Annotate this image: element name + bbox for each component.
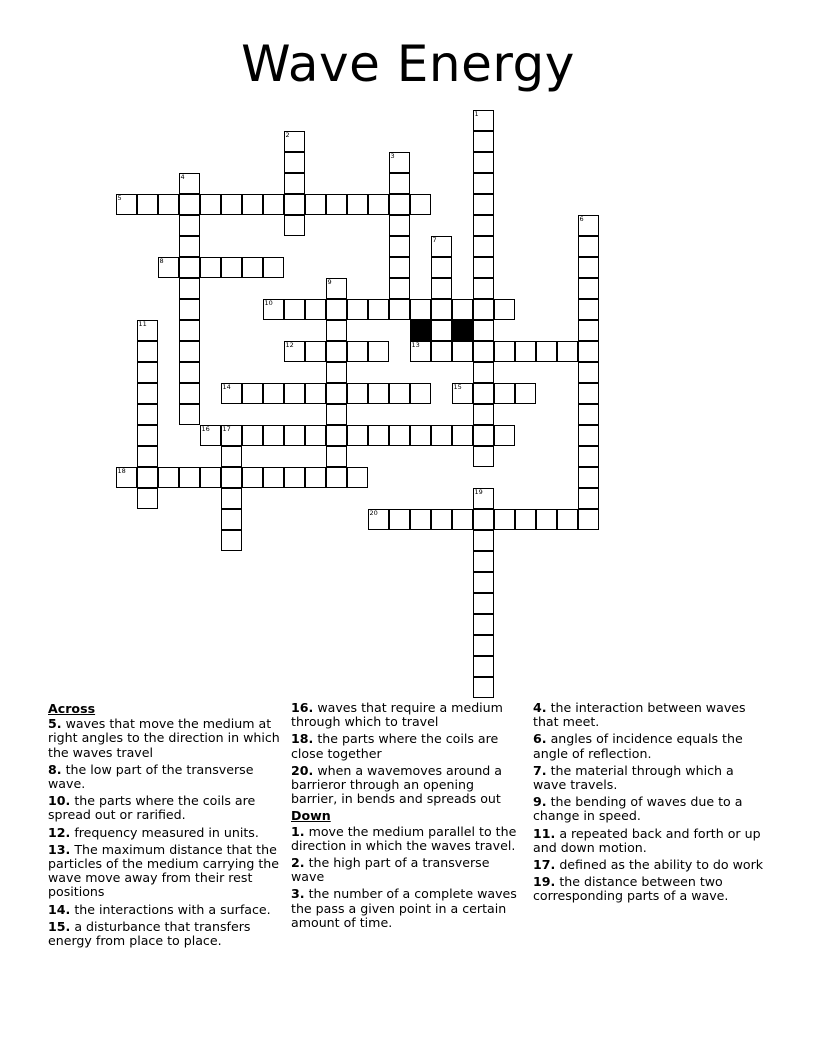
down-clue [291, 887, 523, 930]
grid-cell[interactable] [410, 509, 431, 530]
grid-cell[interactable] [473, 530, 494, 551]
clue-label: 15. [48, 918, 71, 934]
grid-cell[interactable] [452, 383, 473, 404]
down-clue-list [291, 825, 523, 930]
grid-cell[interactable] [347, 467, 368, 488]
clue-number: 15 [453, 382, 462, 391]
grid-cell[interactable] [473, 383, 494, 404]
grid-cell[interactable] [137, 194, 158, 215]
clue-number: 18 [117, 466, 126, 475]
grid-cell[interactable] [242, 425, 263, 446]
grid-cell[interactable] [578, 509, 599, 530]
grid-cell[interactable] [473, 488, 494, 509]
grid-cell[interactable] [473, 614, 494, 635]
grid-cell[interactable] [158, 194, 179, 215]
grid-cell[interactable] [578, 215, 599, 236]
grid-cell[interactable] [368, 425, 389, 446]
grid-cell[interactable] [368, 383, 389, 404]
grid-cell[interactable] [284, 425, 305, 446]
grid-cell[interactable] [473, 173, 494, 194]
black-cell [452, 320, 473, 341]
grid-cell[interactable] [473, 341, 494, 362]
across-clue [291, 732, 523, 760]
clue-label: 6. [533, 731, 547, 747]
clue-number: 6 [579, 214, 584, 223]
grid-cell[interactable] [221, 530, 242, 551]
grid-cell[interactable] [284, 341, 305, 362]
clue-label: 9. [533, 794, 547, 810]
grid-cell[interactable] [137, 383, 158, 404]
grid-cell[interactable] [578, 467, 599, 488]
clue-column-1 [48, 701, 280, 951]
grid-cell[interactable] [200, 194, 221, 215]
grid-cell[interactable] [431, 257, 452, 278]
grid-cell[interactable] [410, 425, 431, 446]
grid-cell[interactable] [431, 341, 452, 362]
across-clue [48, 717, 280, 760]
grid-cell[interactable] [473, 152, 494, 173]
grid-cell[interactable] [557, 509, 578, 530]
grid-cell[interactable] [557, 341, 578, 362]
grid-cell[interactable] [347, 425, 368, 446]
grid-cell[interactable] [473, 509, 494, 530]
clue-label: 8. [48, 761, 62, 777]
across-clue [291, 764, 523, 807]
grid-cell[interactable] [578, 425, 599, 446]
clue-text: the number of a complete waves the pass a given point in a certain amount of time. [291, 886, 517, 930]
grid-cell[interactable] [410, 299, 431, 320]
grid-cell[interactable] [473, 425, 494, 446]
grid-cell[interactable] [389, 194, 410, 215]
grid-cell[interactable] [578, 341, 599, 362]
grid-cell[interactable] [179, 194, 200, 215]
clue-text: the material through which a wave travels. [533, 762, 734, 793]
grid-cell[interactable] [326, 404, 347, 425]
grid-cell[interactable] [242, 257, 263, 278]
clue-text: the interaction between waves that meet. [533, 700, 746, 730]
grid-cell[interactable] [305, 467, 326, 488]
grid-cell[interactable] [431, 236, 452, 257]
grid-cell[interactable] [221, 383, 242, 404]
grid-cell[interactable] [578, 488, 599, 509]
clue-text: The maximum distance that the particles of the medium carrying the wave move away from their rest positions [48, 841, 280, 900]
grid-cell[interactable] [431, 278, 452, 299]
grid-cell[interactable] [158, 257, 179, 278]
grid-cell[interactable] [326, 299, 347, 320]
clue-number: 10 [264, 298, 273, 307]
grid-cell[interactable] [179, 467, 200, 488]
grid-cell[interactable] [137, 425, 158, 446]
grid-cell[interactable] [305, 383, 326, 404]
grid-cell[interactable] [536, 341, 557, 362]
across-clue [48, 763, 280, 791]
clue-number: 8 [159, 256, 164, 265]
grid-cell[interactable] [158, 467, 179, 488]
down-clue [533, 827, 765, 855]
grid-cell[interactable] [368, 509, 389, 530]
grid-cell[interactable] [305, 299, 326, 320]
grid-cell[interactable] [326, 278, 347, 299]
grid-cell[interactable] [389, 425, 410, 446]
grid-cell[interactable] [389, 257, 410, 278]
grid-cell[interactable] [137, 488, 158, 509]
down-clue [533, 858, 765, 872]
grid-cell[interactable] [431, 509, 452, 530]
grid-cell[interactable] [473, 278, 494, 299]
grid-cell[interactable] [431, 299, 452, 320]
grid-cell[interactable] [221, 467, 242, 488]
grid-cell[interactable] [410, 383, 431, 404]
grid-cell[interactable] [536, 509, 557, 530]
clue-text: a repeated back and forth or up and down motion. [533, 825, 761, 855]
grid-cell[interactable] [179, 404, 200, 425]
across-clue-list [48, 717, 280, 948]
grid-cell[interactable] [431, 320, 452, 341]
grid-cell[interactable] [578, 320, 599, 341]
clue-number: 16 [201, 424, 210, 433]
grid-cell[interactable] [578, 362, 599, 383]
grid-cell[interactable] [179, 236, 200, 257]
clue-text: move the medium parallel to the direction in which the waves travel. [291, 823, 517, 853]
clue-label: 11. [533, 825, 556, 841]
grid-cell[interactable] [284, 215, 305, 236]
clue-label: 20. [291, 762, 314, 778]
clue-label: 13. [48, 841, 71, 857]
down-clue [291, 825, 523, 853]
grid-cell[interactable] [473, 446, 494, 467]
clue-number: 4 [180, 172, 185, 181]
clue-label: 12. [48, 824, 71, 840]
grid-cell[interactable] [242, 467, 263, 488]
grid-cell[interactable] [578, 404, 599, 425]
grid-cell[interactable] [179, 383, 200, 404]
clue-label: 10. [48, 793, 71, 809]
clue-label: 5. [48, 716, 62, 732]
clue-text: waves that require a medium through which to travel [291, 700, 503, 730]
grid-cell[interactable] [263, 257, 284, 278]
grid-cell[interactable] [473, 551, 494, 572]
grid-cell[interactable] [221, 509, 242, 530]
grid-cell[interactable] [473, 572, 494, 593]
grid-cell[interactable] [263, 383, 284, 404]
grid-cell[interactable] [473, 362, 494, 383]
grid-cell[interactable] [368, 341, 389, 362]
grid-cell[interactable] [368, 299, 389, 320]
down-clue [533, 701, 765, 729]
grid-cell[interactable] [473, 257, 494, 278]
grid-cell[interactable] [137, 404, 158, 425]
grid-cell[interactable] [284, 299, 305, 320]
down-clue [533, 732, 765, 760]
grid-cell[interactable] [179, 215, 200, 236]
grid-cell[interactable] [473, 656, 494, 677]
clue-text: the parts where the coils are close together [291, 731, 499, 761]
grid-cell[interactable] [452, 509, 473, 530]
grid-cell[interactable] [326, 320, 347, 341]
grid-cell[interactable] [389, 152, 410, 173]
clue-number: 11 [138, 319, 147, 328]
grid-cell[interactable] [494, 341, 515, 362]
grid-cell[interactable] [473, 215, 494, 236]
clue-number: 14 [222, 382, 231, 391]
grid-cell[interactable] [137, 341, 158, 362]
grid-cell[interactable] [137, 467, 158, 488]
grid-cell[interactable] [221, 257, 242, 278]
clue-label: 7. [533, 762, 547, 778]
clue-number: 20 [369, 508, 378, 517]
clue-label: 18. [291, 731, 314, 747]
grid-cell[interactable] [326, 341, 347, 362]
clue-column-3 [533, 701, 765, 907]
clue-text: the high part of a transverse wave [291, 855, 490, 885]
down-clue-list-continued [533, 701, 765, 904]
clue-label: 16. [291, 700, 314, 715]
grid-cell[interactable] [200, 257, 221, 278]
grid-cell[interactable] [410, 194, 431, 215]
grid-cell[interactable] [578, 446, 599, 467]
grid-cell[interactable] [515, 341, 536, 362]
grid-cell[interactable] [263, 425, 284, 446]
grid-cell[interactable] [578, 236, 599, 257]
grid-cell[interactable] [494, 299, 515, 320]
grid-cell[interactable] [179, 299, 200, 320]
grid-cell[interactable] [347, 383, 368, 404]
grid-cell[interactable] [473, 194, 494, 215]
clue-text: defined as the ability to do work [555, 857, 764, 873]
grid-cell[interactable] [452, 299, 473, 320]
grid-cell[interactable] [242, 194, 263, 215]
grid-cell[interactable] [473, 236, 494, 257]
grid-cell[interactable] [515, 509, 536, 530]
grid-cell[interactable] [494, 383, 515, 404]
grid-cell[interactable] [137, 362, 158, 383]
grid-cell[interactable] [284, 173, 305, 194]
grid-cell[interactable] [179, 173, 200, 194]
grid-cell[interactable] [284, 131, 305, 152]
grid-cell[interactable] [473, 677, 494, 698]
grid-cell[interactable] [326, 446, 347, 467]
grid-cell[interactable] [284, 194, 305, 215]
grid-cell[interactable] [452, 425, 473, 446]
across-clue [48, 794, 280, 822]
grid-cell[interactable] [389, 173, 410, 194]
grid-cell[interactable] [179, 257, 200, 278]
grid-cell[interactable] [389, 215, 410, 236]
grid-cell[interactable] [452, 341, 473, 362]
grid-cell[interactable] [305, 425, 326, 446]
grid-cell[interactable] [389, 236, 410, 257]
grid-cell[interactable] [179, 320, 200, 341]
clue-label: 3. [291, 886, 305, 902]
grid-cell[interactable] [179, 362, 200, 383]
grid-cell[interactable] [200, 467, 221, 488]
clue-column-2 [291, 701, 523, 933]
grid-cell[interactable] [221, 425, 242, 446]
grid-cell[interactable] [473, 404, 494, 425]
grid-cell[interactable] [221, 194, 242, 215]
grid-cell[interactable] [284, 152, 305, 173]
clue-text: the distance between two corresponding parts of a wave. [533, 874, 729, 904]
grid-cell[interactable] [347, 341, 368, 362]
grid-cell[interactable] [389, 509, 410, 530]
clue-number: 1 [474, 109, 479, 118]
across-clue [48, 903, 280, 917]
grid-cell[interactable] [326, 383, 347, 404]
across-clue-list-continued [291, 701, 523, 806]
clue-number: 17 [222, 424, 231, 433]
clue-label: 2. [291, 855, 305, 871]
clue-text: angles of incidence equals the angle of reflection. [533, 731, 743, 761]
clue-number: 2 [285, 130, 290, 139]
clue-label: 1. [291, 823, 305, 839]
clue-number: 9 [327, 277, 332, 286]
clue-number: 5 [117, 193, 122, 202]
grid-cell[interactable] [326, 362, 347, 383]
clue-text: the low part of the transverse wave. [48, 761, 254, 792]
grid-cell[interactable] [494, 509, 515, 530]
grid-cell[interactable] [473, 593, 494, 614]
grid-cell[interactable] [137, 320, 158, 341]
down-clue [533, 795, 765, 823]
down-clue [291, 856, 523, 884]
puzzle-title: Wave Energy [241, 35, 575, 93]
grid-cell[interactable] [284, 467, 305, 488]
grid-cell[interactable] [179, 278, 200, 299]
clue-text: waves that move the medium at right angles to the direction in which the waves travel [48, 716, 280, 760]
grid-cell[interactable] [389, 383, 410, 404]
grid-cell[interactable] [326, 194, 347, 215]
grid-cell[interactable] [473, 110, 494, 131]
clue-label: 14. [48, 901, 71, 917]
grid-cell[interactable] [263, 194, 284, 215]
across-heading: Across [48, 701, 96, 716]
grid-cell[interactable] [578, 278, 599, 299]
grid-cell[interactable] [578, 299, 599, 320]
down-heading: Down [291, 808, 331, 824]
grid-cell[interactable] [326, 425, 347, 446]
clue-text: the parts where the coils are spread out or rarified. [48, 793, 256, 823]
grid-cell[interactable] [179, 341, 200, 362]
down-clue [533, 875, 765, 903]
grid-cell[interactable] [221, 446, 242, 467]
across-clue [48, 826, 280, 840]
clue-text: when a wavemoves around a barrieror through an opening barrier, in bends and spreads out [291, 762, 503, 807]
grid-cell[interactable] [116, 194, 137, 215]
grid-cell[interactable] [410, 341, 431, 362]
clue-number: 12 [285, 340, 294, 349]
grid-cell[interactable] [326, 467, 347, 488]
grid-cell[interactable] [242, 383, 263, 404]
grid-cell[interactable] [200, 425, 221, 446]
clue-text: frequency measured in units. [70, 824, 259, 840]
grid-cell[interactable] [284, 383, 305, 404]
clue-text: a disturbance that transfers energy from place to place. [48, 918, 251, 949]
clue-number: 7 [432, 235, 437, 244]
clue-number: 13 [411, 340, 420, 349]
grid-cell[interactable] [389, 299, 410, 320]
clue-label: 19. [533, 874, 556, 890]
black-cell [410, 320, 431, 341]
grid-cell[interactable] [347, 194, 368, 215]
across-clue [48, 920, 280, 948]
grid-cell[interactable] [347, 299, 368, 320]
grid-cell[interactable] [494, 425, 515, 446]
clue-label: 17. [533, 857, 556, 873]
grid-cell[interactable] [305, 341, 326, 362]
grid-cell[interactable] [305, 194, 326, 215]
clue-text: the interactions with a surface. [70, 901, 271, 917]
grid-cell[interactable] [473, 131, 494, 152]
across-clue [48, 843, 280, 900]
across-clue [291, 701, 523, 729]
clue-number: 3 [390, 151, 395, 160]
grid-cell[interactable] [473, 299, 494, 320]
grid-cell[interactable] [473, 320, 494, 341]
grid-cell[interactable] [473, 635, 494, 656]
grid-cell[interactable] [221, 488, 242, 509]
clue-label: 4. [533, 700, 547, 715]
grid-cell[interactable] [368, 194, 389, 215]
grid-cell[interactable] [515, 383, 536, 404]
grid-cell[interactable] [263, 299, 284, 320]
grid-cell[interactable] [389, 278, 410, 299]
grid-cell[interactable] [116, 467, 137, 488]
grid-cell[interactable] [578, 257, 599, 278]
clue-number: 19 [474, 487, 483, 496]
grid-cell[interactable] [431, 425, 452, 446]
clue-text: the bending of waves due to a change in speed. [533, 794, 743, 824]
down-clue [533, 764, 765, 792]
grid-cell[interactable] [137, 446, 158, 467]
grid-cell[interactable] [578, 383, 599, 404]
grid-cell[interactable] [263, 467, 284, 488]
